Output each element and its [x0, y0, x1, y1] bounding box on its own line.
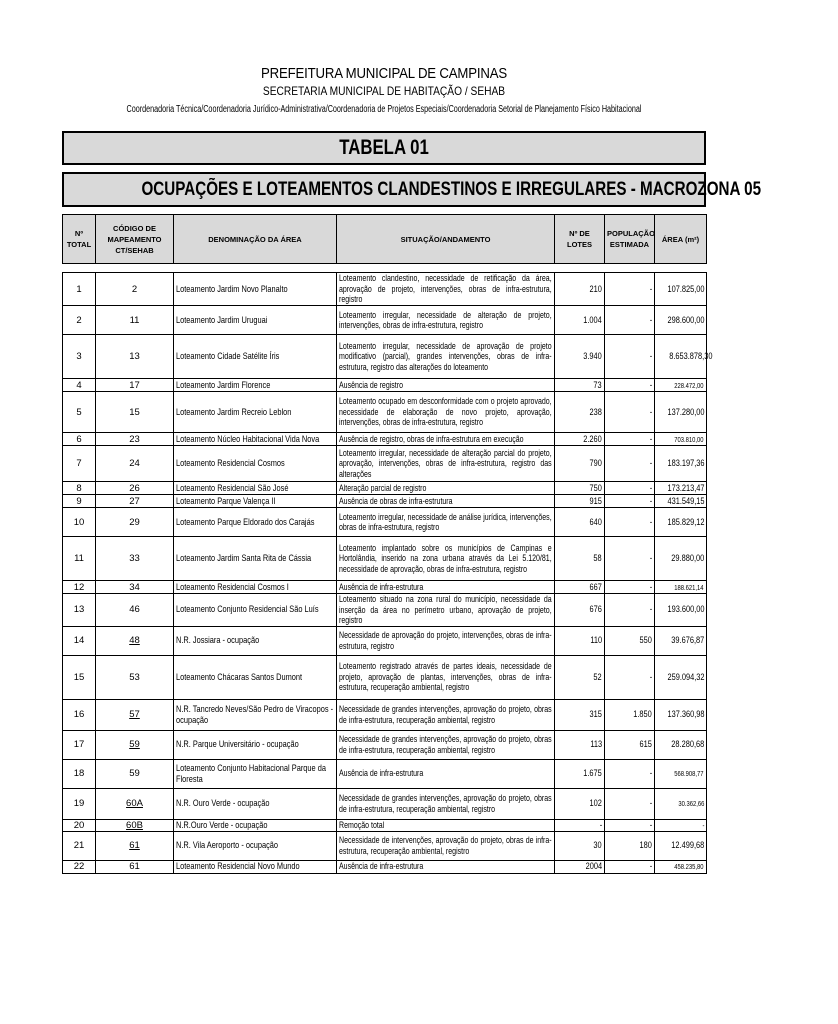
row-code-cell: 59 [96, 730, 174, 759]
table-row [63, 788, 707, 819]
row-total-cell: 6 [63, 433, 96, 446]
row-code-cell: 17 [96, 379, 174, 392]
row-name-cell: Loteamento Chácaras Santos Dumont [174, 655, 337, 699]
row-name-cell: Loteamento Jardim Uruguai [174, 306, 337, 335]
table-row [63, 392, 707, 433]
row-population-cell: 550 [605, 626, 655, 655]
row-situation-cell: Ausência de obras de infra-estrutura [337, 495, 555, 508]
table-row [63, 482, 707, 495]
row-lots-cell: - [555, 819, 605, 831]
table-row [63, 626, 707, 655]
table-row [63, 699, 707, 730]
row-name-cell: Loteamento Residencial Novo Mundo [174, 860, 337, 873]
table-row [63, 730, 707, 759]
row-situation-cell: Remoção total [337, 819, 555, 831]
row-total-cell: 22 [63, 860, 96, 873]
table-row [63, 819, 707, 831]
row-code-cell: 15 [96, 392, 174, 433]
row-lots-cell: 58 [555, 537, 605, 581]
row-code-cell: 29 [96, 508, 174, 537]
row-situation-cell: Loteamento implantado sobre os municípios de Campinas e Hortolândia, inserido na zona urbana através da Lei 5.120/81, necessidade de aprovação, obras de infra-estrutura, registro [337, 537, 555, 581]
row-lots-cell: 73 [555, 379, 605, 392]
row-situation-cell: Ausência de infra-estrutura [337, 759, 555, 788]
row-area-cell: 228.472,00 [655, 379, 707, 392]
table-row [63, 508, 707, 537]
row-area-cell: 185.829,12 [655, 508, 707, 537]
row-population-cell: - [605, 581, 655, 594]
col-code: CÓDIGO DE MAPEAMENTO CT/SEHAB [96, 215, 174, 264]
row-area-cell: 259.094,32 [655, 655, 707, 699]
row-name-cell: Loteamento Parque Eldorado dos Carajás [174, 508, 337, 537]
row-area-cell: - [655, 819, 707, 831]
row-total-cell: 9 [63, 495, 96, 508]
row-lots-cell: 1.004 [555, 306, 605, 335]
row-name-cell: Loteamento Jardim Novo Planalto [174, 273, 337, 306]
row-situation-cell: Necessidade de intervenções, aprovação do projeto, obras de infra-estrutura, recuperação ambiental, registro [337, 831, 555, 860]
row-lots-cell: 3.940 [555, 335, 605, 379]
row-code-cell: 26 [96, 482, 174, 495]
row-lots-cell: 915 [555, 495, 605, 508]
row-code-cell: 23 [96, 433, 174, 446]
row-total-cell: 13 [63, 594, 96, 627]
row-area-cell: 29.880,00 [655, 537, 707, 581]
row-population-cell: - [605, 759, 655, 788]
row-lots-cell: 30 [555, 831, 605, 860]
table-row [63, 594, 707, 627]
row-total-cell: 19 [63, 788, 96, 819]
col-situation: SITUAÇÃO/ANDAMENTO [337, 215, 555, 264]
dept-title: SECRETARIA MUNICIPAL DE HABITAÇÃO / SEHAB [262, 84, 506, 98]
row-name-cell: N.R. Ouro Verde - ocupação [174, 788, 337, 819]
row-population-cell: - [605, 392, 655, 433]
row-name-cell: Loteamento Jardim Santa Rita de Cássia [174, 537, 337, 581]
table-row [63, 655, 707, 699]
row-population-cell: - [605, 819, 655, 831]
row-code-cell: 53 [96, 655, 174, 699]
row-total-cell: 7 [63, 446, 96, 482]
row-population-cell: 615 [605, 730, 655, 759]
row-code-cell: 60B [96, 819, 174, 831]
row-code-cell: 24 [96, 446, 174, 482]
row-population-cell: - [605, 508, 655, 537]
row-area-cell: 298.600,00 [655, 306, 707, 335]
col-area: ÁREA (m²) [655, 215, 707, 264]
row-total-cell: 21 [63, 831, 96, 860]
row-name-cell: Loteamento Cidade Satélite Íris [174, 335, 337, 379]
row-lots-cell: 750 [555, 482, 605, 495]
row-code-cell: 2 [96, 273, 174, 306]
table-row [63, 335, 707, 379]
row-name-cell: Loteamento Jardim Florence [174, 379, 337, 392]
data-table [62, 272, 713, 874]
row-name-cell: Loteamento Conjunto Habitacional Parque da Floresta [174, 759, 337, 788]
row-situation-cell: Loteamento irregular, necessidade de análise jurídica, intervenções, obras de infra-estrutura, registro [337, 508, 555, 537]
row-area-cell: 137.360,98 [655, 699, 707, 730]
row-area-cell: 39.676,87 [655, 626, 707, 655]
table-row [63, 446, 707, 482]
row-name-cell: Loteamento Residencial Cosmos [174, 446, 337, 482]
row-situation-cell: Ausência de infra-estrutura [337, 581, 555, 594]
table-row [63, 860, 707, 873]
row-area-cell: 8.653.878,30 [655, 335, 707, 379]
row-population-cell: - [605, 306, 655, 335]
col-population: POPULAÇÃO ESTIMADA [605, 215, 655, 264]
row-situation-cell: Necessidade de grandes intervenções, aprovação do projeto, obras de infra-estrutura, recuperação ambiental, registro [337, 730, 555, 759]
row-total-cell: 12 [63, 581, 96, 594]
row-situation-cell: Necessidade de grandes intervenções, aprovação do projeto, obras de infra-estrutura, recuperação ambiental, registro [337, 788, 555, 819]
row-lots-cell: 238 [555, 392, 605, 433]
row-lots-cell: 2.260 [555, 433, 605, 446]
row-lots-cell: 667 [555, 581, 605, 594]
col-total: Nº TOTAL [63, 215, 96, 264]
row-population-cell: 180 [605, 831, 655, 860]
row-population-cell: - [605, 788, 655, 819]
row-total-cell: 20 [63, 819, 96, 831]
coord-line: Coordenadoria Técnica/Coordenadoria Jurídico-Administrativa/Coordenadoria de Projetos Especiais/Coordenadoria Setorial de Planejamento Físico Habitacional [126, 104, 642, 115]
row-situation-cell: Ausência de infra-estrutura [337, 860, 555, 873]
row-population-cell: - [605, 273, 655, 306]
row-code-cell: 11 [96, 306, 174, 335]
table-title: TABELA 01 [339, 136, 429, 159]
row-name-cell: N.R. Parque Universitário - ocupação [174, 730, 337, 759]
row-total-cell: 14 [63, 626, 96, 655]
row-population-cell: - [605, 482, 655, 495]
row-area-cell: 193.600,00 [655, 594, 707, 627]
row-lots-cell: 210 [555, 273, 605, 306]
row-situation-cell: Loteamento registrado através de partes ideais, necessidade de projeto, aprovação de plantas, intervenções, obras de infra-estrutura, recuperação ambiental, registro [337, 655, 555, 699]
row-code-cell: 61 [96, 831, 174, 860]
row-total-cell: 18 [63, 759, 96, 788]
row-situation-cell: Ausência de registro [337, 379, 555, 392]
table-title-box [62, 131, 706, 165]
table-subtitle-box [62, 172, 762, 207]
row-name-cell: N.R.Ouro Verde - ocupação [174, 819, 337, 831]
row-area-cell: 458.235,80 [655, 860, 707, 873]
row-total-cell: 16 [63, 699, 96, 730]
row-area-cell: 703.810,00 [655, 433, 707, 446]
row-total-cell: 5 [63, 392, 96, 433]
row-area-cell: 188.621,14 [655, 581, 707, 594]
table-row [63, 759, 707, 788]
row-code-cell: 57 [96, 699, 174, 730]
row-situation-cell: Necessidade de aprovação do projeto, intervenções, obras de infra-estrutura, registro [337, 626, 555, 655]
row-code-cell: 33 [96, 537, 174, 581]
row-situation-cell: Ausência de registro, obras de infra-estrutura em execução [337, 433, 555, 446]
row-name-cell: Loteamento Núcleo Habitacional Vida Nova [174, 433, 337, 446]
table-row [63, 537, 707, 581]
row-lots-cell: 52 [555, 655, 605, 699]
table-row [63, 273, 707, 306]
row-situation-cell: Alteração parcial de registro [337, 482, 555, 495]
col-lots: Nº DE LOTES [555, 215, 605, 264]
row-situation-cell: Loteamento ocupado em desconformidade com o projeto aprovado, necessidade de elaboração de novo projeto, aprovação, intervenções, obras de infra-estrutura, registro [337, 392, 555, 433]
row-code-cell: 60A [96, 788, 174, 819]
row-name-cell: Loteamento Conjunto Residencial São Luís [174, 594, 337, 627]
row-total-cell: 11 [63, 537, 96, 581]
row-lots-cell: 640 [555, 508, 605, 537]
row-name-cell: Loteamento Jardim Recreio Leblon [174, 392, 337, 433]
row-population-cell: - [605, 655, 655, 699]
row-total-cell: 15 [63, 655, 96, 699]
row-population-cell: - [605, 860, 655, 873]
row-total-cell: 17 [63, 730, 96, 759]
row-area-cell: 183.197,36 [655, 446, 707, 482]
row-name-cell: Loteamento Residencial Cosmos I [174, 581, 337, 594]
row-lots-cell: 110 [555, 626, 605, 655]
row-total-cell: 1 [63, 273, 96, 306]
row-total-cell: 8 [63, 482, 96, 495]
row-name-cell: N.R. Jossiara - ocupação [174, 626, 337, 655]
row-population-cell: - [605, 594, 655, 627]
row-population-cell: - [605, 495, 655, 508]
row-area-cell: 30.362,66 [655, 788, 707, 819]
row-area-cell: 137.280,00 [655, 392, 707, 433]
row-area-cell: 12.499,68 [655, 831, 707, 860]
row-situation-cell: Loteamento irregular, necessidade de alteração de projeto, intervenções, obras de infra-estrutura, registro [337, 306, 555, 335]
row-population-cell: - [605, 537, 655, 581]
table-row [63, 433, 707, 446]
org-title: PREFEITURA MUNICIPAL DE CAMPINAS [261, 65, 507, 82]
row-lots-cell: 1.675 [555, 759, 605, 788]
row-population-cell: 1.850 [605, 699, 655, 730]
row-code-cell: 13 [96, 335, 174, 379]
row-area-cell: 568.908,77 [655, 759, 707, 788]
row-code-cell: 61 [96, 860, 174, 873]
row-area-cell: 107.825,00 [655, 273, 707, 306]
row-population-cell: - [605, 433, 655, 446]
table-row [63, 831, 707, 860]
row-code-cell: 48 [96, 626, 174, 655]
row-lots-cell: 676 [555, 594, 605, 627]
row-total-cell: 10 [63, 508, 96, 537]
row-situation-cell: Loteamento clandestino, necessidade de retificação da área, aprovação de projeto, intervenções, obras de infra-estrutura, registro [337, 273, 555, 306]
row-area-cell: 431.549,15 [655, 495, 707, 508]
row-name-cell: Loteamento Parque Valença II [174, 495, 337, 508]
row-lots-cell: 113 [555, 730, 605, 759]
row-code-cell: 59 [96, 759, 174, 788]
table-row [63, 495, 707, 508]
table-row [63, 379, 707, 392]
row-situation-cell: Loteamento irregular, necessidade de aprovação de projeto modificativo (parcial), grandes intervenções, obras de infra-estrutura, registro das alterações do loteamento [337, 335, 555, 379]
row-name-cell: N.R. Tancredo Neves/São Pedro de Viracopos - ocupação [174, 699, 337, 730]
row-situation-cell: Loteamento situado na zona rural do município, necessidade da inserção da área no perímetro urbano, aprovação de projeto, registro [337, 594, 555, 627]
row-total-cell: 4 [63, 379, 96, 392]
table-row [63, 581, 707, 594]
row-lots-cell: 790 [555, 446, 605, 482]
row-lots-cell: 102 [555, 788, 605, 819]
row-name-cell: Loteamento Residencial São José [174, 482, 337, 495]
row-situation-cell: Necessidade de grandes intervenções, aprovação do projeto, obras de infra-estrutura, recuperação ambiental, registro [337, 699, 555, 730]
row-situation-cell: Loteamento irregular, necessidade de alteração parcial do projeto, aprovação, intervenções, obras de infra-estrutura, registro das alterações [337, 446, 555, 482]
col-name: DENOMINAÇÃO DA ÁREA [174, 215, 337, 264]
row-population-cell: - [605, 379, 655, 392]
row-name-cell: N.R. Vila Aeroporto - ocupação [174, 831, 337, 860]
row-area-cell: 28.280,68 [655, 730, 707, 759]
row-total-cell: 3 [63, 335, 96, 379]
row-total-cell: 2 [63, 306, 96, 335]
row-population-cell: - [605, 446, 655, 482]
row-code-cell: 46 [96, 594, 174, 627]
table-subtitle: OCUPAÇÕES E LOTEAMENTOS CLANDESTINOS E IRREGULARES - MACROZONA 05 [141, 179, 762, 200]
row-area-cell: 173.213,47 [655, 482, 707, 495]
table-row [63, 306, 707, 335]
row-lots-cell: 315 [555, 699, 605, 730]
row-lots-cell: 2004 [555, 860, 605, 873]
row-code-cell: 27 [96, 495, 174, 508]
row-population-cell: - [605, 335, 655, 379]
row-code-cell: 34 [96, 581, 174, 594]
table-header [62, 214, 707, 264]
